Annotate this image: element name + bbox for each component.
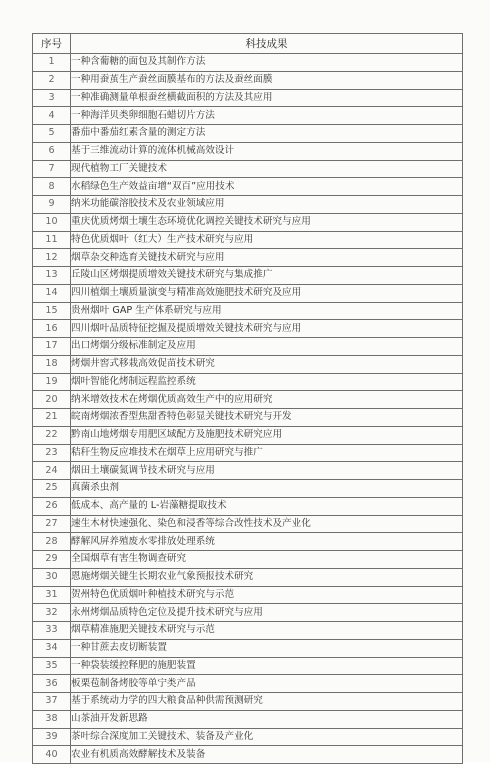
table-row <box>33 586 463 604</box>
row-serial-number: 18 <box>33 355 71 373</box>
row-achievement-name: 一种准确测量单根蚕丝横截面积的方法及其应用 <box>71 89 463 107</box>
table-row <box>33 355 463 373</box>
table-row <box>33 426 463 444</box>
table-body <box>33 54 463 764</box>
row-achievement-name: 低成本、高产量的 L-岩藻糖提取技术 <box>71 497 463 515</box>
row-achievement-name: 永州烤烟品质特色定位及提升技术研究与应用 <box>71 604 463 622</box>
row-achievement-name: 四川植烟土壤质量演变与精准高效施肥技术研究及应用 <box>71 284 463 302</box>
table-row <box>33 480 463 498</box>
row-serial-number: 2 <box>33 71 71 89</box>
table-row <box>33 746 463 764</box>
row-serial-number: 36 <box>33 675 71 693</box>
row-serial-number: 14 <box>33 284 71 302</box>
row-serial-number: 39 <box>33 728 71 746</box>
row-serial-number: 22 <box>33 426 71 444</box>
table-row <box>33 710 463 728</box>
table-row <box>33 497 463 515</box>
table-row <box>33 196 463 214</box>
table-row <box>33 409 463 427</box>
row-achievement-name: 速生木材快速强化、染色和浸香等综合改性技术及产业化 <box>71 515 463 533</box>
row-achievement-name: 基于系统动力学的四大粮食品种供需预测研究 <box>71 693 463 711</box>
table-row <box>33 462 463 480</box>
table-row <box>33 675 463 693</box>
row-serial-number: 10 <box>33 213 71 231</box>
table-row <box>33 391 463 409</box>
row-achievement-name: 番茄中番茄红素含量的测定方法 <box>71 125 463 143</box>
row-achievement-name: 一种用蚕茧生产蚕丝面膜基布的方法及蚕丝面膜 <box>71 71 463 89</box>
table-row <box>33 267 463 285</box>
row-achievement-name: 丘陵山区烤烟提质增效关键技术研究与集成推广 <box>71 267 463 285</box>
row-serial-number: 16 <box>33 320 71 338</box>
row-serial-number: 5 <box>33 125 71 143</box>
row-serial-number: 7 <box>33 160 71 178</box>
row-achievement-name: 烟田土壤碳氮调节技术研究与应用 <box>71 462 463 480</box>
row-achievement-name: 出口烤烟分级标准制定及应用 <box>71 338 463 356</box>
row-achievement-name: 烟草杂交种选育关键技术研究与应用 <box>71 249 463 267</box>
row-serial-number: 11 <box>33 231 71 249</box>
row-achievement-name: 烟草精准施肥关键技术研究与示范 <box>71 622 463 640</box>
row-serial-number: 15 <box>33 302 71 320</box>
row-achievement-name: 皖南烤烟浓香型焦甜香特色彰显关键技术研究与开发 <box>71 409 463 427</box>
row-serial-number: 24 <box>33 462 71 480</box>
row-achievement-name: 烤烟井窖式移栽高效促苗技术研究 <box>71 355 463 373</box>
table-row <box>33 639 463 657</box>
table-row <box>33 125 463 143</box>
row-serial-number: 40 <box>33 746 71 764</box>
row-achievement-name: 一种海洋贝类卵细胞石蜡切片方法 <box>71 107 463 125</box>
row-achievement-name: 现代植物工厂关键技术 <box>71 160 463 178</box>
row-serial-number: 21 <box>33 409 71 427</box>
row-achievement-name: 黔南山地烤烟专用肥区域配方及施肥技术研究应用 <box>71 426 463 444</box>
row-achievement-name: 基于三维流动计算的流体机械高效设计 <box>71 142 463 160</box>
table-row <box>33 213 463 231</box>
row-achievement-name: 纳米增效技术在烤烟优质高效生产中的应用研究 <box>71 391 463 409</box>
table-row <box>33 178 463 196</box>
row-achievement-name: 特色优质烟叶（红大）生产技术研究与应用 <box>71 231 463 249</box>
row-serial-number: 8 <box>33 178 71 196</box>
table-row <box>33 302 463 320</box>
table-row <box>33 54 463 72</box>
table-row <box>33 160 463 178</box>
table-row <box>33 142 463 160</box>
row-achievement-name: 真菌杀虫剂 <box>71 480 463 498</box>
row-achievement-name: 板栗苞制备烤胶等单宁类产品 <box>71 675 463 693</box>
row-serial-number: 6 <box>33 142 71 160</box>
row-achievement-name: 恩施烤烟关键生长期农业气象预报技术研究 <box>71 568 463 586</box>
table-row <box>33 373 463 391</box>
table-row <box>33 107 463 125</box>
table-row <box>33 338 463 356</box>
table-row <box>33 231 463 249</box>
row-achievement-name: 贺州特色优质烟叶种植技术研究与示范 <box>71 586 463 604</box>
table-row <box>33 604 463 622</box>
row-serial-number: 20 <box>33 391 71 409</box>
row-achievement-name: 烟叶智能化烤制远程监控系统 <box>71 373 463 391</box>
row-serial-number: 33 <box>33 622 71 640</box>
row-serial-number: 9 <box>33 196 71 214</box>
row-achievement-name: 贵州烟叶 GAP 生产体系研究与应用 <box>71 302 463 320</box>
row-serial-number: 30 <box>33 568 71 586</box>
row-serial-number: 12 <box>33 249 71 267</box>
row-achievement-name: 农业有机质高效酵解技术及装备 <box>71 746 463 764</box>
row-serial-number: 3 <box>33 89 71 107</box>
row-achievement-name: 山茶油开发新思路 <box>71 710 463 728</box>
row-serial-number: 32 <box>33 604 71 622</box>
row-serial-number: 23 <box>33 444 71 462</box>
row-achievement-name: 酵解风屏养殖废水零排放处理系统 <box>71 533 463 551</box>
row-serial-number: 17 <box>33 338 71 356</box>
row-serial-number: 31 <box>33 586 71 604</box>
table-row <box>33 657 463 675</box>
row-achievement-name: 重庆优质烤烟土壤生态环境优化调控关键技术研究与应用 <box>71 213 463 231</box>
row-achievement-name: 纳米功能碳溶胶技术及农业领域应用 <box>71 196 463 214</box>
row-achievement-name: 茶叶综合深度加工关键技术、装备及产业化 <box>71 728 463 746</box>
table-row <box>33 515 463 533</box>
row-serial-number: 1 <box>33 54 71 72</box>
row-achievement-name: 一种袋装缓控释肥的施肥装置 <box>71 657 463 675</box>
row-serial-number: 29 <box>33 551 71 569</box>
row-serial-number: 25 <box>33 480 71 498</box>
row-achievement-name: 全国烟草有害生物调查研究 <box>71 551 463 569</box>
table-row <box>33 284 463 302</box>
row-achievement-name: 一种甘蔗去皮切断装置 <box>71 639 463 657</box>
table-row <box>33 320 463 338</box>
row-achievement-name: 四川烟叶品质特征挖掘及提质增效关键技术研究与应用 <box>71 320 463 338</box>
row-serial-number: 37 <box>33 693 71 711</box>
row-serial-number: 13 <box>33 267 71 285</box>
table-row <box>33 693 463 711</box>
row-serial-number: 27 <box>33 515 71 533</box>
row-serial-number: 34 <box>33 639 71 657</box>
table-header-row <box>33 34 463 54</box>
table-row <box>33 249 463 267</box>
table-row <box>33 533 463 551</box>
header-serial-number: 序号 <box>33 34 71 54</box>
table-row <box>33 568 463 586</box>
row-serial-number: 19 <box>33 373 71 391</box>
table-row <box>33 71 463 89</box>
row-serial-number: 35 <box>33 657 71 675</box>
table-row <box>33 728 463 746</box>
row-serial-number: 26 <box>33 497 71 515</box>
row-achievement-name: 一种含葡糖的面包及其制作方法 <box>71 54 463 72</box>
header-achievement: 科技成果 <box>71 34 463 54</box>
results-table <box>32 33 463 764</box>
row-serial-number: 4 <box>33 107 71 125</box>
row-achievement-name: 秸秆生物反应堆技术在烟草上应用研究与推广 <box>71 444 463 462</box>
row-achievement-name: 水稻绿色生产效益亩增“双百”应用技术 <box>71 178 463 196</box>
table-row <box>33 89 463 107</box>
row-serial-number: 28 <box>33 533 71 551</box>
row-serial-number: 38 <box>33 710 71 728</box>
table-row <box>33 551 463 569</box>
table-row <box>33 622 463 640</box>
table-row <box>33 444 463 462</box>
